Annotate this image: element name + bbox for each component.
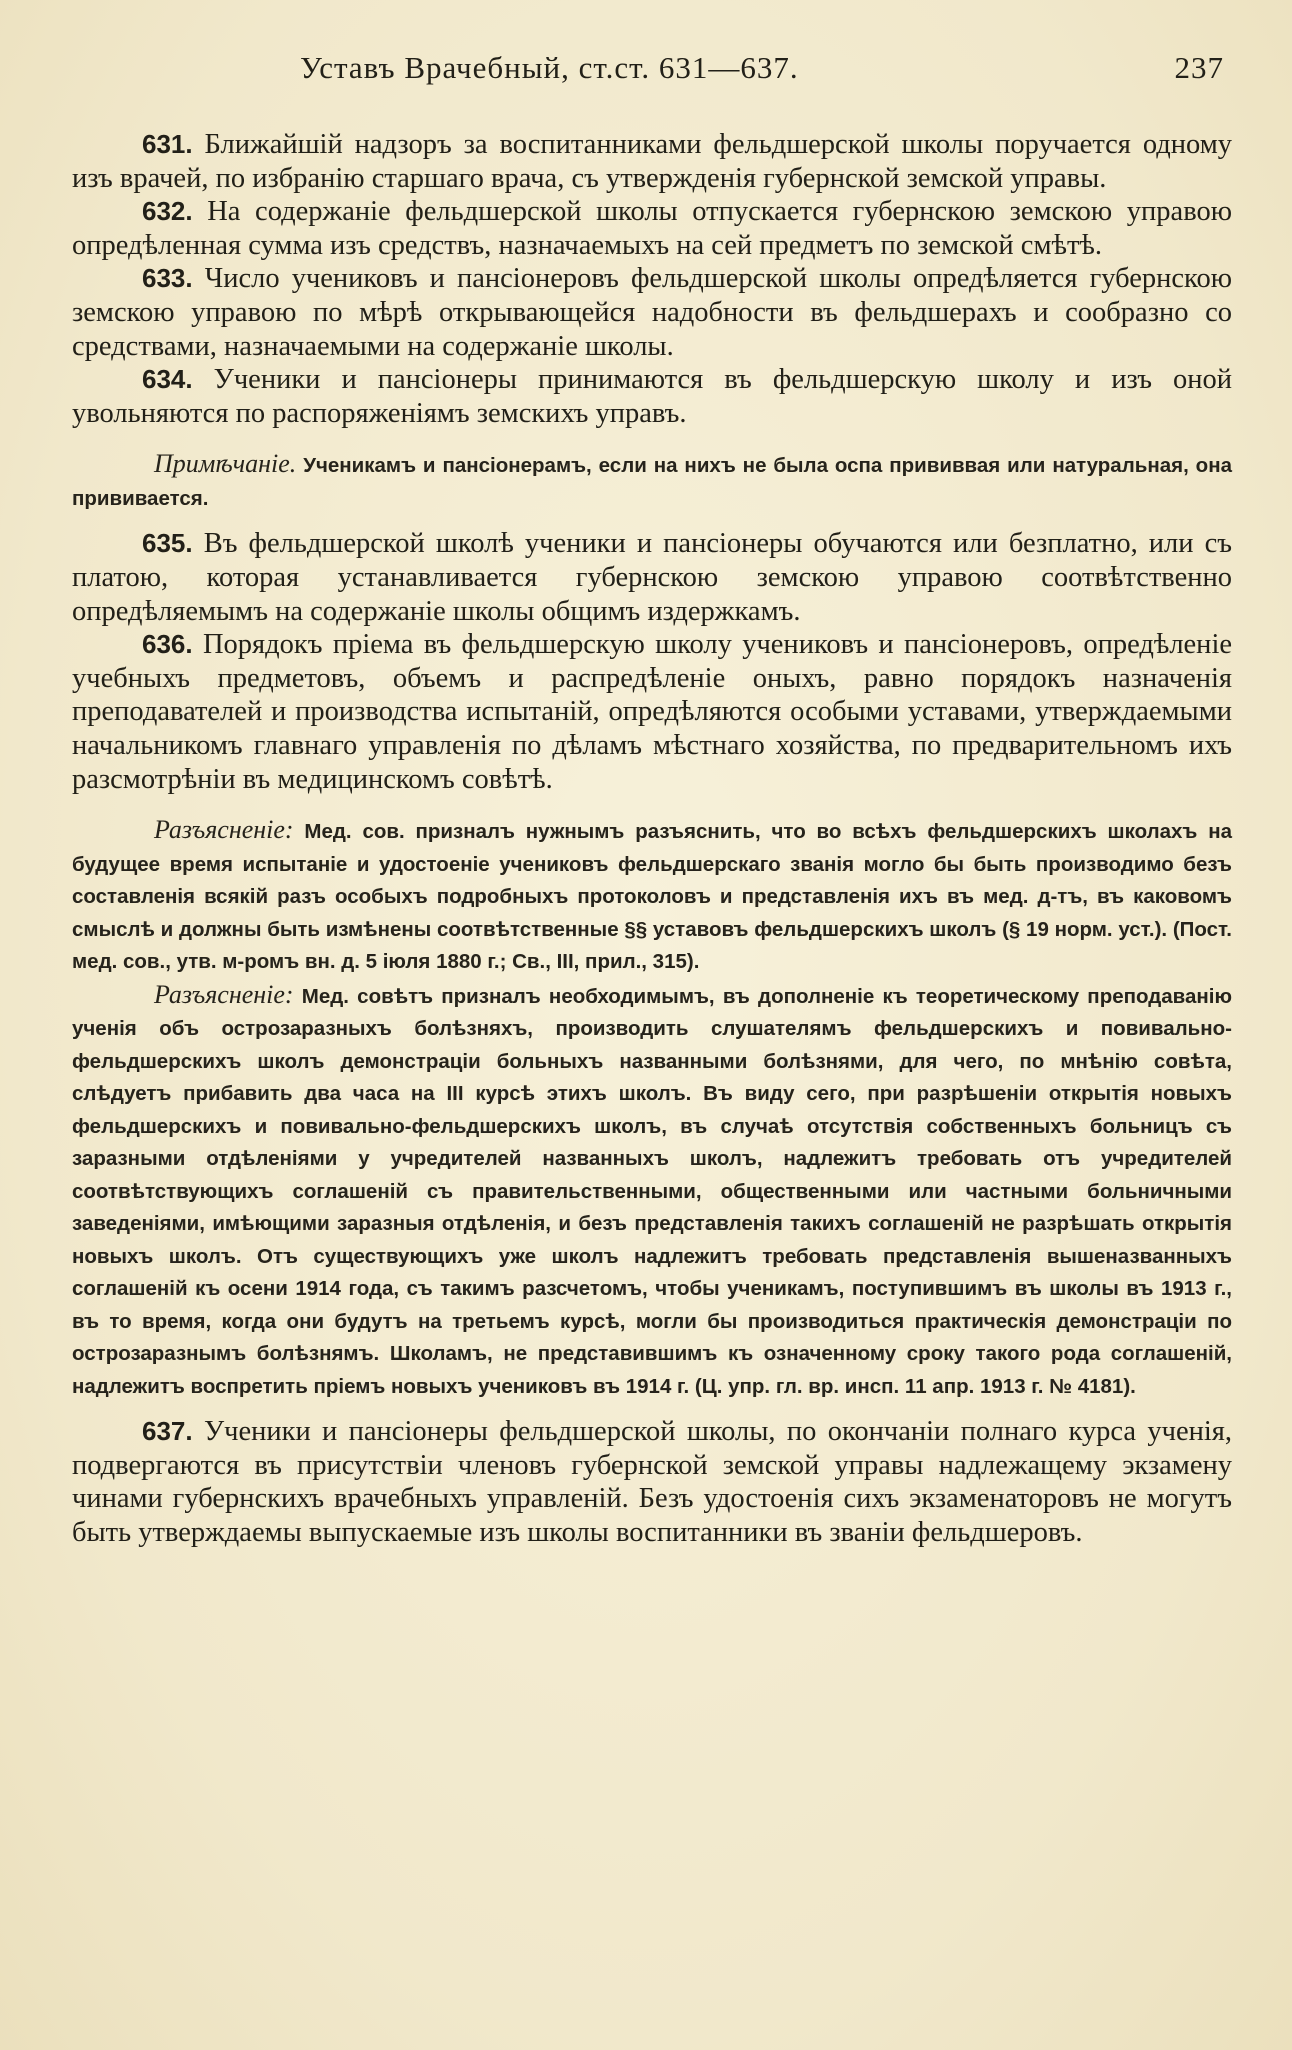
clarification-text: Мед. сов. призналъ нужнымъ разъяснить, что во всѣхъ фельдшерскихъ школахъ на будущее время испытаніе и удостоеніе учениковъ фельдшерскаго званія могло бы быть производимо безъ составленія всякій разъ особыхъ подробныхъ протоколовъ и представленія ихъ въ мед. д-тъ, въ каковомъ смыслѣ и должны быть измѣнены соотвѣтственные §§ уставовъ фельдшерскихъ школъ (§ 19 норм. уст.). (Пост. мед. сов., утв. м-ромъ вн. д. 5 іюля 1880 г.; Св., III, прил., 315).	[72, 820, 1232, 974]
article-634	[72, 363, 1232, 430]
article-631	[72, 128, 1232, 195]
spacer	[72, 430, 1232, 448]
running-header	[300, 50, 1224, 94]
article-text: Число учениковъ и пансіонеровъ фельдшерской школы опредѣляется губернскою земскою управою по мѣрѣ открывающейся надобности въ фельдшерахъ и сообразно со средствами, назначаемыми на содержаніе школы.	[72, 263, 1233, 362]
article-number: 634.	[142, 364, 193, 395]
clarification-636-1	[72, 814, 1232, 979]
page-number: 237	[1174, 50, 1224, 85]
article-text: Порядокъ пріема въ фельдшерскую школу учениковъ и пансіонеровъ, опредѣленіе учебныхъ предметовъ, объемъ и распредѣленіе оныхъ, равно порядокъ назначенія преподавателей и производства испытаній, опредѣляются особыми уставами, утверждаемыми начальникомъ главнаго управленія по дѣламъ мѣстнаго хозяйства, по предварительномъ ихъ разсмотрѣніи въ медицинскомъ совѣтѣ.	[72, 629, 1233, 795]
article-number: 631.	[142, 129, 193, 159]
article-637	[72, 1415, 1232, 1549]
article-633	[72, 262, 1232, 363]
article-text: На содержаніе фельдшерской школы отпускается губернскою земскою управою опредѣленная сумма изъ средствъ, назначаемыхъ на сей предметъ по земской смѣтѣ.	[72, 196, 1233, 261]
article-number: 637.	[142, 1416, 193, 1447]
clarification-label: Разъясненіе:	[154, 979, 294, 1009]
clarification-636-2	[72, 979, 1232, 1404]
note-text: Ученикамъ и пансіонерамъ, если на нихъ не была оспа прививвая или натуральная, она прививается.	[72, 454, 1232, 510]
article-text: Ученики и пансіонеры принимаются въ фельдшерскую школу и изъ оной увольняются по распоряженіямъ земскихъ управъ.	[72, 364, 1232, 429]
note-label: Примѣчаніе.	[154, 449, 297, 479]
clarification-label: Разъясненіе:	[154, 815, 294, 845]
article-636	[72, 628, 1232, 796]
spacer	[72, 1403, 1232, 1415]
article-number: 632.	[142, 196, 193, 227]
article-text: Ближайшій надзоръ за воспитанниками фельдшерской школы поручается одному изъ врачей, по избранію старшаго врача, съ утвержденія губернской земской управы.	[72, 129, 1232, 194]
spacer	[72, 515, 1232, 527]
running-title: Уставъ Врачебный, ст.ст. 631—637.	[300, 50, 799, 85]
article-632	[72, 195, 1232, 262]
article-text: Ученики и пансіонеры фельдшерской школы, по окончаніи полнаго курса ученія, подвергаются въ присутствіи членовъ губернской земской управы надлежащему экзамену чинами губернскихъ врачебныхъ управленій. Безъ удостоенія сихъ экзаменаторовъ не могутъ быть утверждаемы выпускаемые изъ школы воспитанники въ званіи фельдшеровъ.	[72, 1416, 1233, 1548]
article-number: 635.	[142, 528, 193, 559]
article-number: 636.	[142, 629, 193, 660]
article-text: Въ фельдшерской школѣ ученики и пансіонеры обучаются или безплатно, или съ платою, которая устанавливается губернскою земскою управою соотвѣтственно опредѣляемымъ на содержаніе школы общимъ издержкамъ.	[72, 528, 1233, 627]
article-number: 633.	[142, 263, 193, 294]
article-635	[72, 527, 1232, 628]
clarification-text: Мед. совѣтъ призналъ необходимымъ, въ дополненіе къ теоретическому преподаванію ученія объ острозаразныхъ болѣзняхъ, производить слушателямъ фельдшерскихъ и повивально-фельдшерскихъ школъ демонстраціи больныхъ названными болѣзнями, для чего, по мнѣнію совѣта, слѣдуетъ прибавить два часа на III курсѣ этихъ школъ. Въ виду сего, при разрѣшеніи открытія новыхъ фельдшерскихъ и повивально-фельдшерскихъ школъ, въ случаѣ отсутствія собственныхъ больницъ съ заразными отдѣленіями у учредителей названныхъ школъ, надлежитъ требовать отъ учредителей соотвѣтствующихъ соглашеній съ правительственными, общественными или частными больничными заведеніями, имѣющими заразныя отдѣленія, и безъ представленія такихъ соглашеній не разрѣшать открытія новыхъ школъ. Отъ существующихъ уже школъ надлежитъ требовать представленія вышеназванныхъ соглашеній къ осени 1914 года, съ такимъ разсчетомъ, чтобы ученикамъ, поступившимъ въ школы въ 1913 г., въ то время, когда они будутъ на третьемъ курсѣ, могли бы производиться практическія демонстраціи по острозаразнымъ болѣзнямъ. Школамъ, не представившимъ къ означенному сроку такого рода соглашеній, надлежитъ воспретить пріемъ новыхъ учениковъ въ 1914 г. (Ц. упр. гл. вр. инсп. 11 апр. 1913 г. № 4181).	[72, 984, 1232, 1398]
spacer	[72, 796, 1232, 814]
note-634	[72, 448, 1232, 515]
page-body	[72, 128, 1232, 1549]
